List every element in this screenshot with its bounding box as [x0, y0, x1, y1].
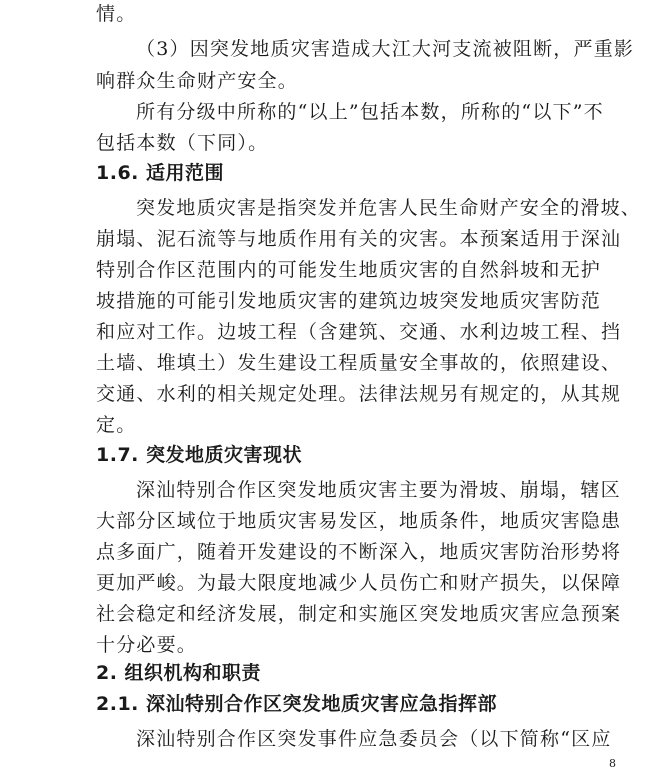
body-text-line: 交通、水利的相关规定处理。法律法规另有规定的，从其规 [96, 383, 622, 405]
body-text-line: 突发地质灾害是指突发并危害人民生命财产安全的滑坡、 [136, 197, 642, 219]
body-text-line: 更加严峻。为最大限度地减少人员伤亡和财产损失，以保障 [96, 572, 622, 594]
body-text-line: 和应对工作。边坡工程（含建筑、交通、水利边坡工程、挡 [96, 321, 622, 343]
body-text-line: 深汕特别合作区突发事件应急委员会（以下简称“区应 [136, 728, 612, 750]
body-text-line: 深汕特别合作区突发地质灾害主要为滑坡、崩塌，辖区 [136, 479, 621, 501]
body-text-line: 土墙、堆填土）发生建设工程质量安全事故的，依照建设、 [96, 352, 622, 374]
body-text-line: 情。 [96, 3, 137, 25]
body-text-line: 十分必要。 [96, 634, 198, 656]
section-heading-2-1: 2.1. 深汕特别合作区突发地质灾害应急指挥部 [96, 693, 497, 715]
body-text-line: 坡措施的可能引发地质灾害的建筑边坡突发地质灾害防范 [96, 290, 602, 312]
body-text-line: 包括本数（下同）。 [96, 132, 269, 154]
body-text-line: 特别合作区范围内的可能发生地质灾害的自然斜坡和无护 [96, 259, 602, 281]
section-heading-1-7: 1.7. 突发地质灾害现状 [96, 444, 302, 466]
body-text-line: 大部分区域位于地质灾害易发区，地质条件，地质灾害隐患 [96, 510, 622, 532]
section-heading-1-6: 1.6. 适用范围 [96, 162, 224, 184]
section-heading-2: 2. 组织机构和职责 [96, 662, 262, 684]
body-text-line: 社会稳定和经济发展，制定和实施区突发地质灾害应急预案 [96, 603, 622, 625]
body-text-line: 崩塌、泥石流等与地质作用有关的灾害。本预案适用于深汕 [96, 228, 622, 250]
body-text-line: 定。 [96, 414, 137, 436]
body-text-line: 点多面广，随着开发建设的不断深入，地质灾害防治形势将 [96, 541, 622, 563]
body-text-line: 所有分级中所称的“以上”包括本数，所称的“以下”不 [136, 101, 604, 123]
page-number: 8 [609, 757, 616, 770]
body-text-line: （3）因突发地质灾害造成大江大河支流被阻断，严重影 [136, 38, 635, 60]
body-text-line: 响群众生命财产安全。 [96, 70, 299, 92]
